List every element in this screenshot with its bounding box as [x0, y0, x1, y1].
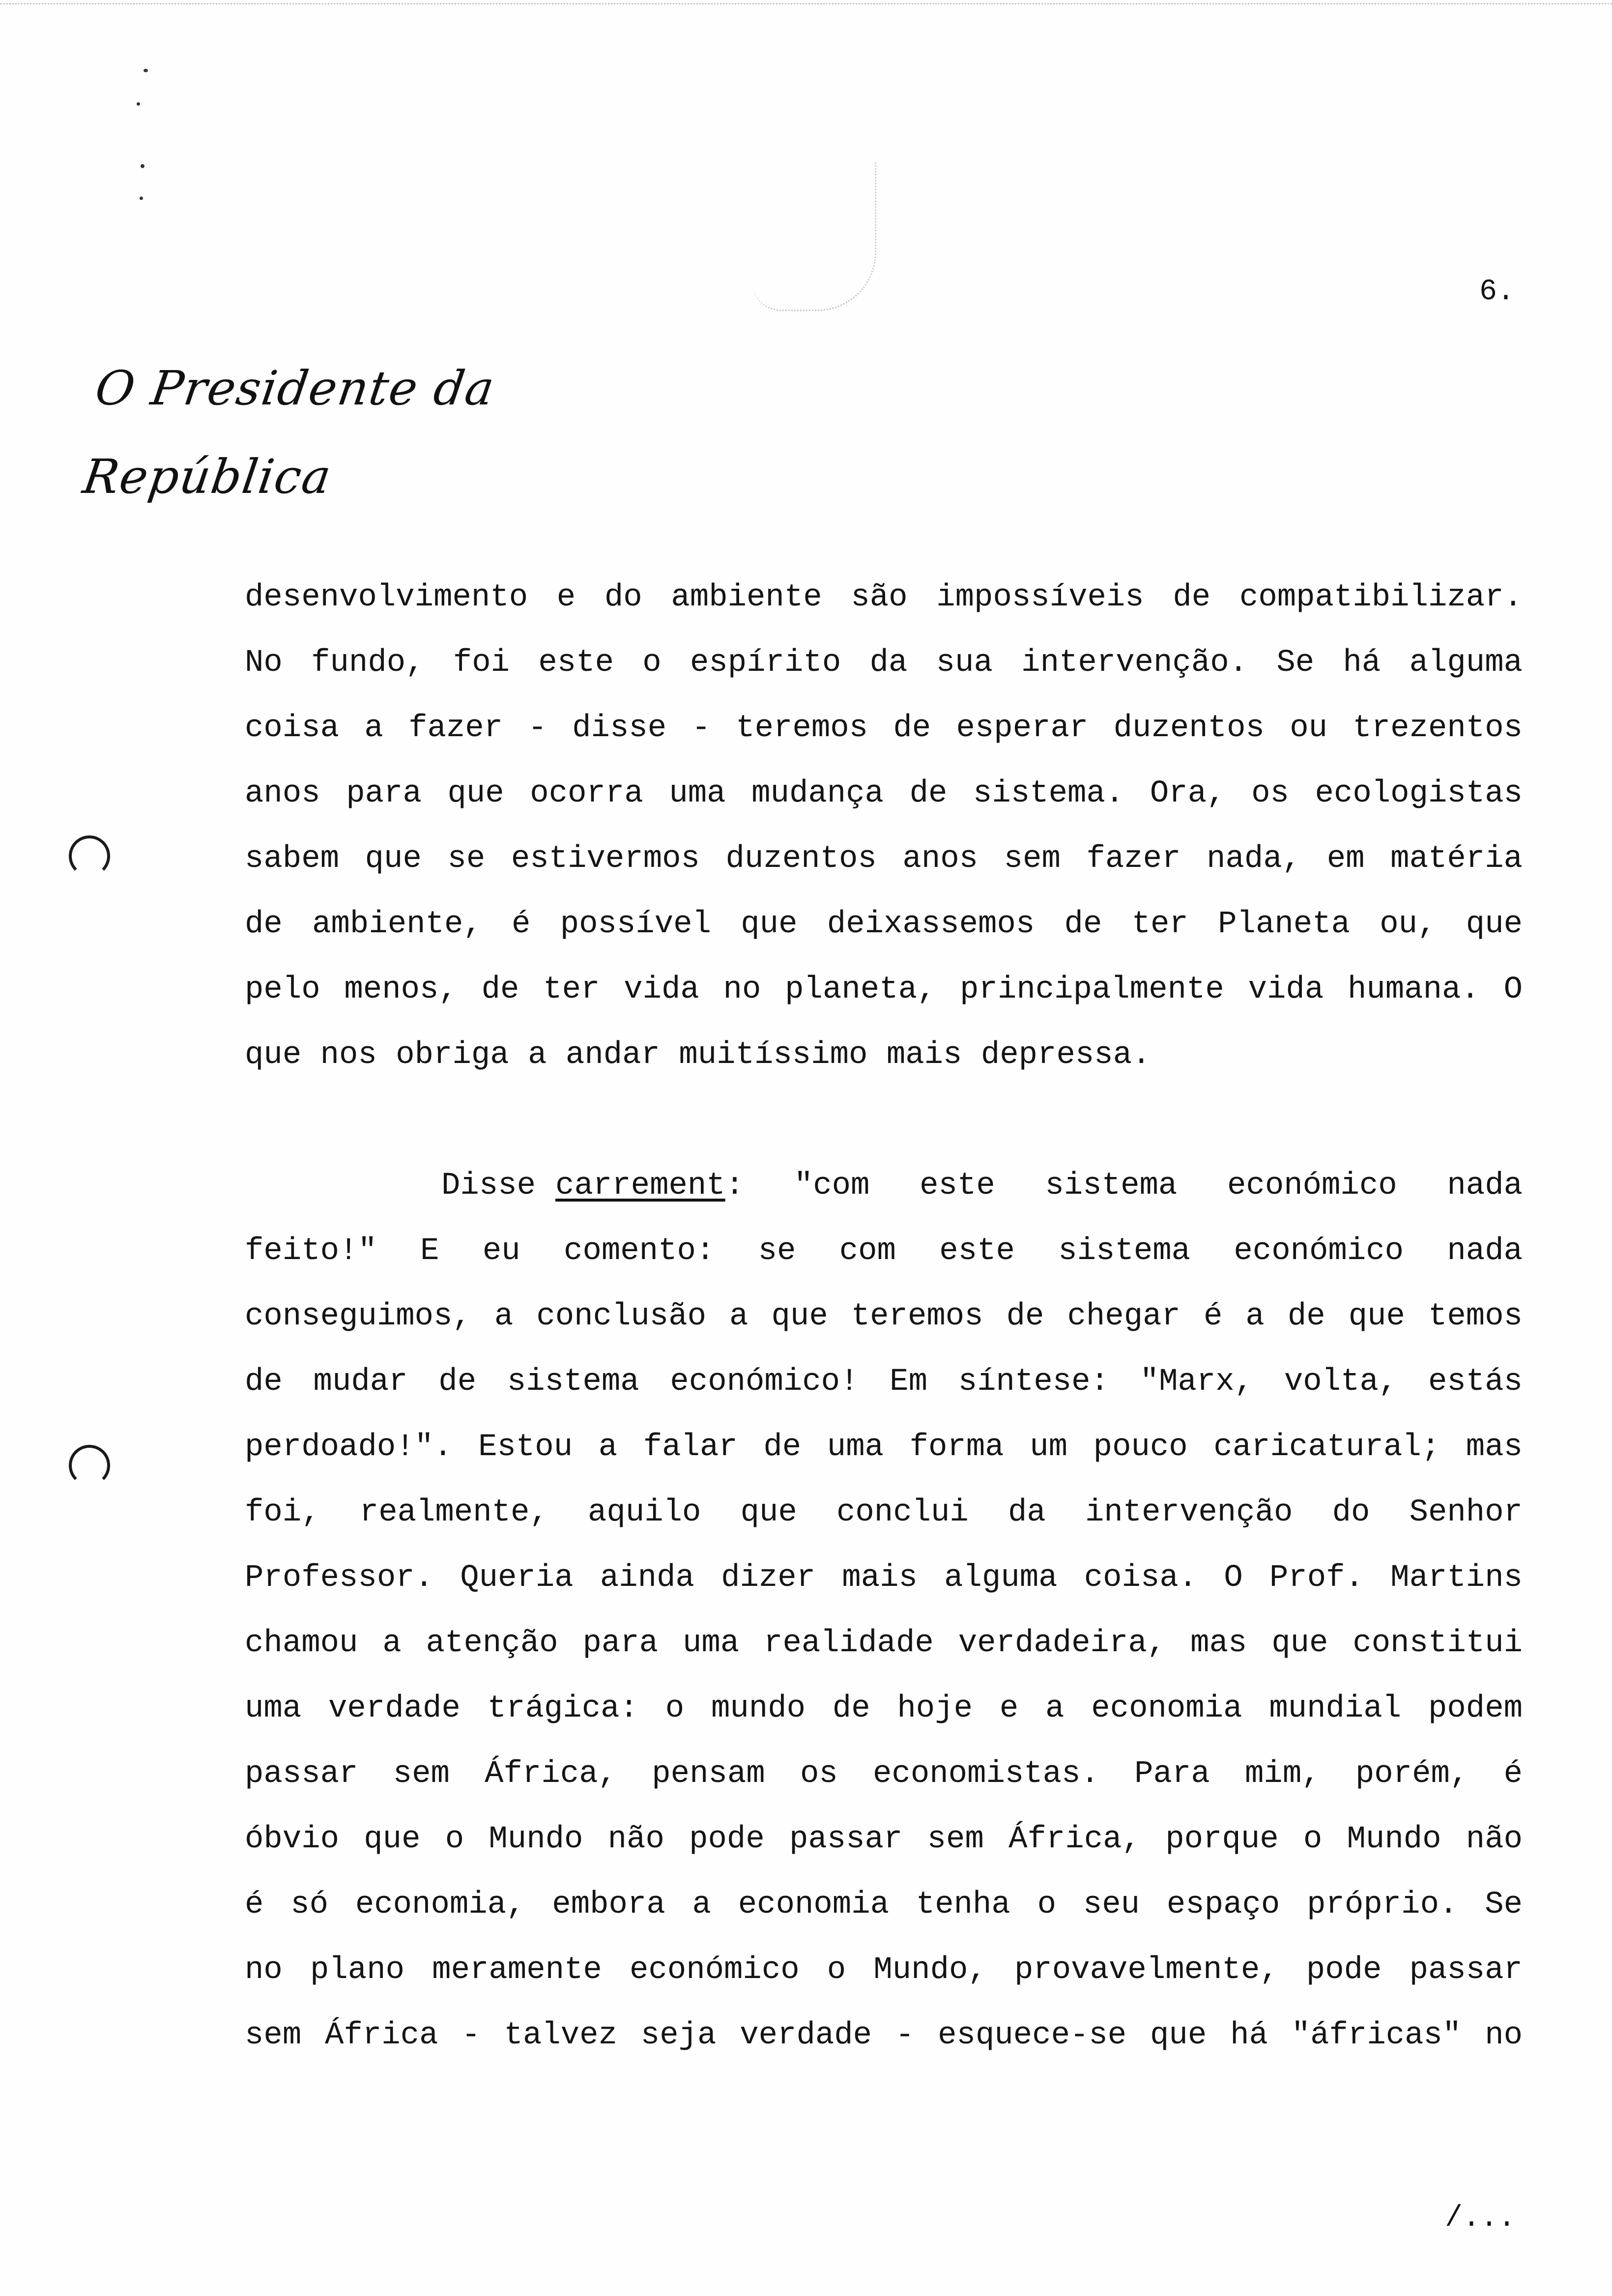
page-number: 6.: [1479, 275, 1515, 309]
paragraph: [245, 565, 1523, 1088]
text-line: conseguimos, a conclusão a que teremos de chegar é a de que temos: [245, 1299, 1523, 1334]
text-line: passar sem África, pensam os economistas. Para mim, porém, é: [245, 1756, 1523, 1792]
text-line: sem África - talvez seja verdade - esquece-se que há "áfricas" no: [245, 2018, 1523, 2053]
text-line: de ambiente, é possível que deixassemos de ter Planeta ou, que: [245, 907, 1523, 942]
paragraph: [245, 1153, 1523, 2068]
text-line: é só economia, embora a economia tenha o seu espaço próprio. Se: [245, 1887, 1523, 1923]
text-fragment: [536, 1153, 1523, 1219]
text-line: foi, realmente, aquilo que conclui da intervenção do Senhor: [245, 1495, 1523, 1530]
text-line: perdoado!". Estou a falar de uma forma um pouco caricatural; mas: [245, 1430, 1523, 1465]
scan-smudge: [752, 162, 876, 311]
body-text: [245, 565, 1523, 2068]
letterhead-script: O Presidente da República: [79, 361, 499, 504]
text-line: pelo menos, de ter vida no planeta, principalmente vida humana. O: [245, 972, 1523, 1007]
text-line: no plano meramente económico o Mundo, provavelmente, pode passar: [245, 1952, 1523, 1988]
text-line: Professor. Queria ainda dizer mais alguma coisa. O Prof. Martins: [245, 1560, 1523, 1596]
text-line: que nos obriga a andar muitíssimo mais depressa.: [245, 1037, 1151, 1073]
underlined-word: carrement: [555, 1168, 725, 1204]
scan-speck: [140, 197, 143, 200]
punch-hole-bottom: [69, 1445, 110, 1486]
text-fragment: Disse: [441, 1168, 536, 1204]
text-line: óbvio que o Mundo não pode passar sem África, porque o Mundo não: [245, 1822, 1523, 1857]
text-line: coisa a fazer - disse - teremos de esperar duzentos ou trezentos: [245, 711, 1523, 746]
continuation-mark: /...: [1445, 2202, 1516, 2235]
text-line: desenvolvimento e do ambiente são impossíveis de compatibilizar.: [245, 580, 1523, 615]
scan-speck: [137, 102, 140, 106]
text-line: feito!" E eu comento: se com este sistema económico nada: [245, 1234, 1523, 1269]
text-line: sabem que se estivermos duzentos anos sem fazer nada, em matéria: [245, 841, 1523, 877]
text-line: chamou a atenção para uma realidade verdadeira, mas que constitui: [245, 1626, 1523, 1661]
text-line: uma verdade trágica: o mundo de hoje e a economia mundial podem: [245, 1691, 1523, 1726]
text-line-first: [245, 1153, 1523, 1219]
punch-hole-top: [69, 835, 110, 877]
text-line: de mudar de sistema económico! Em síntese: "Marx, volta, estás: [245, 1364, 1523, 1400]
text-fragment: : "com este sistema económico nada: [725, 1168, 1523, 1204]
text-line: anos para que ocorra uma mudança de sistema. Ora, os ecologistas: [245, 776, 1523, 811]
scan-speck: [144, 69, 148, 72]
scan-speck: [141, 164, 144, 168]
scan-edge-noise: [0, 3, 1612, 9]
text-line: No fundo, foi este o espírito da sua intervenção. Se há alguma: [245, 645, 1523, 681]
